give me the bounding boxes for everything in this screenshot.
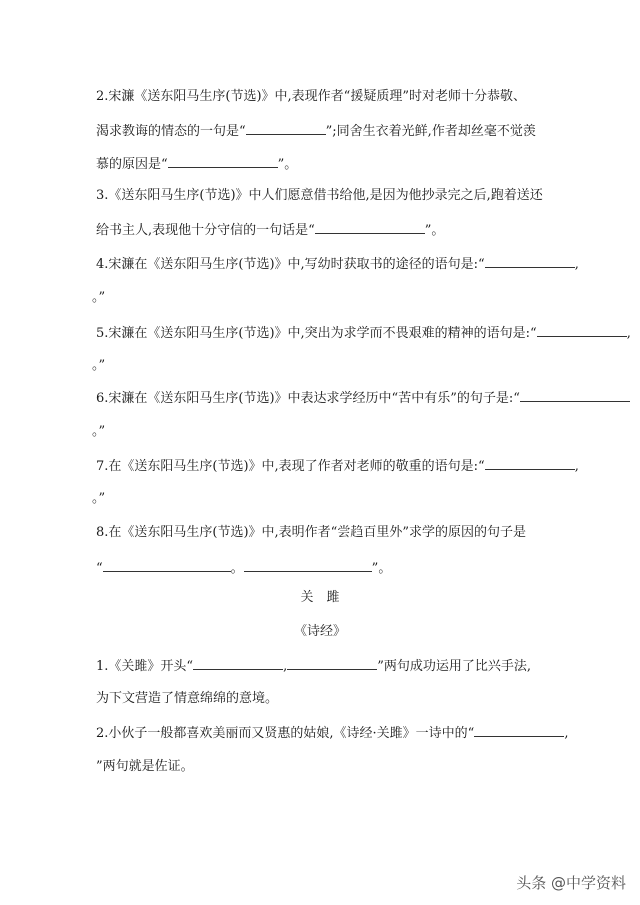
text-line	[96, 325, 631, 342]
answer-blank[interactable]	[315, 222, 425, 234]
answer-blank[interactable]	[168, 156, 278, 168]
line-text: ,	[564, 726, 569, 741]
line-text: 。”	[92, 424, 106, 439]
answer-blank[interactable]	[244, 560, 372, 572]
line-text: ,	[574, 257, 579, 272]
line-text: 2.小伙子一般都喜欢美丽而又贤惠的姑娘,《诗经·关雎》一诗中的“	[96, 726, 475, 741]
line-text: ”。	[424, 223, 445, 238]
line-text: ”;同舍生衣着光鲜,作者却丝毫不觉羡	[325, 124, 536, 139]
text-line	[96, 89, 526, 105]
line-text: 给书主人,表现他十分守信的一句话是“	[96, 223, 315, 238]
text-line	[96, 188, 543, 204]
answer-blank[interactable]	[537, 325, 627, 337]
answer-blank[interactable]	[485, 256, 575, 268]
line-text: 7.在《送东阳马生序(节选)》中,表现了作者对老师的敬重的语句是:“	[96, 459, 485, 474]
text-line	[96, 525, 526, 541]
answer-blank[interactable]	[520, 390, 630, 402]
line-text: “	[96, 561, 103, 576]
text-line	[96, 759, 194, 775]
answer-blank[interactable]	[287, 658, 377, 670]
poem-source: 《诗经》	[293, 624, 346, 639]
line-text: ,	[626, 326, 631, 341]
line-text: 6.宋濂在《送东阳马生序(节选)》中表达求学经历中“苦中有乐”的句子是:“	[96, 391, 520, 406]
line-text: 。”	[92, 290, 106, 305]
text-line	[92, 424, 105, 440]
line-text: 。”	[92, 358, 106, 373]
text-line	[96, 691, 278, 707]
text-line	[96, 458, 579, 475]
answer-blank[interactable]	[474, 725, 564, 737]
line-text: ”两句成功运用了比兴手法,	[377, 659, 531, 674]
text-line	[96, 725, 568, 742]
text-line	[92, 290, 105, 306]
text-line	[96, 156, 297, 173]
text-line	[96, 390, 630, 407]
line-text: ”。	[371, 561, 392, 576]
answer-blank[interactable]	[103, 560, 231, 572]
text-line	[96, 658, 531, 675]
line-text: ,	[283, 659, 288, 674]
line-text: 。	[230, 561, 244, 576]
text-line	[92, 358, 105, 374]
line-text: 为下文营造了情意绵绵的意境。	[96, 691, 279, 706]
watermark-text: 头条 @中学资料	[516, 874, 626, 892]
line-text: 。”	[92, 491, 106, 506]
answer-blank[interactable]	[193, 658, 283, 670]
line-text: ”两句就是佐证。	[96, 759, 194, 774]
text-line	[96, 222, 444, 239]
text-line	[96, 256, 579, 273]
text-line	[96, 123, 536, 140]
line-text: ,	[574, 459, 579, 474]
line-text: ”。	[277, 157, 298, 172]
line-text: 8.在《送东阳马生序(节选)》中,表明作者“尝趋百里外”求学的原因的句子是	[96, 525, 526, 540]
answer-blank[interactable]	[246, 123, 326, 135]
line-text: 4.宋濂在《送东阳马生序(节选)》中,写幼时获取书的途径的语句是:“	[96, 257, 485, 272]
answer-blank[interactable]	[485, 458, 575, 470]
line-text: 5.宋濂在《送东阳马生序(节选)》中,突出为求学而不畏艰难的精神的语句是:“	[96, 326, 537, 341]
text-line	[92, 491, 105, 507]
text-line	[96, 560, 391, 577]
line-text: 3.《送东阳马生序(节选)》中人们愿意借书给他,是因为他抄录完之后,跑着送还	[96, 188, 543, 203]
line-text: 1.《关雎》开头“	[96, 659, 194, 674]
poem-title: 关 雎	[300, 590, 340, 605]
line-text: 2.宋濂《送东阳马生序(节选)》中,表现作者“援疑质理”时对老师十分恭敬、	[96, 89, 526, 104]
line-text: 慕的原因是“	[96, 157, 168, 172]
line-text: 渴求教诲的情态的一句是“	[96, 124, 246, 139]
